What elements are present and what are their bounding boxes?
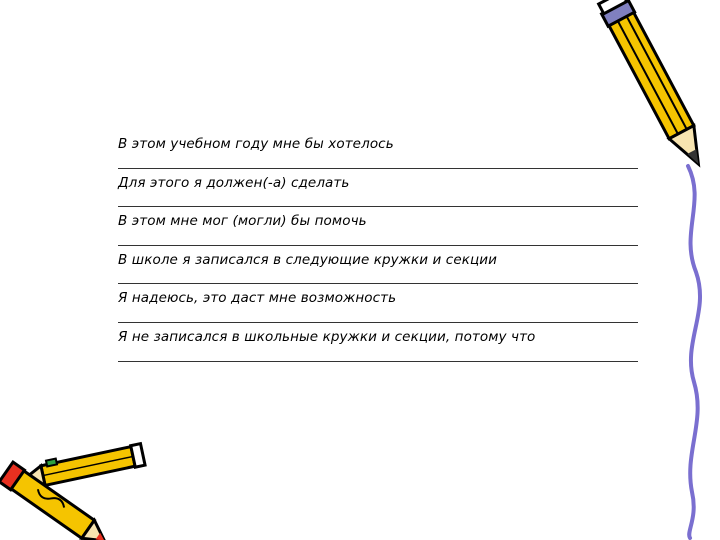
- form-row-clubs[interactable]: [118, 246, 638, 285]
- form-row-reasons[interactable]: [118, 323, 638, 362]
- form-row-hopes[interactable]: [118, 284, 638, 323]
- form-row-helpers[interactable]: [118, 207, 638, 246]
- form-row-wishes[interactable]: [118, 130, 638, 169]
- prompt-wishes: В этом учебном году мне бы хотелось: [118, 136, 394, 152]
- form-row-actions[interactable]: [118, 169, 638, 208]
- prompt-hopes: Я надеюсь, это даст мне возможность: [118, 290, 397, 307]
- squiggle-line-icon: [676, 162, 720, 540]
- prompt-clubs: В школе я записался в следующие кружки и секции: [118, 251, 498, 268]
- worksheet-form: [118, 130, 638, 362]
- crossed-pencils-icon: [0, 430, 150, 540]
- prompt-actions: Для этого я должен(-а) сделать: [118, 174, 350, 191]
- prompt-helpers: В этом мне мог (могли) бы помочь: [118, 213, 367, 230]
- prompt-reasons: Я не записался в школьные кружки и секции, потому что: [118, 328, 536, 345]
